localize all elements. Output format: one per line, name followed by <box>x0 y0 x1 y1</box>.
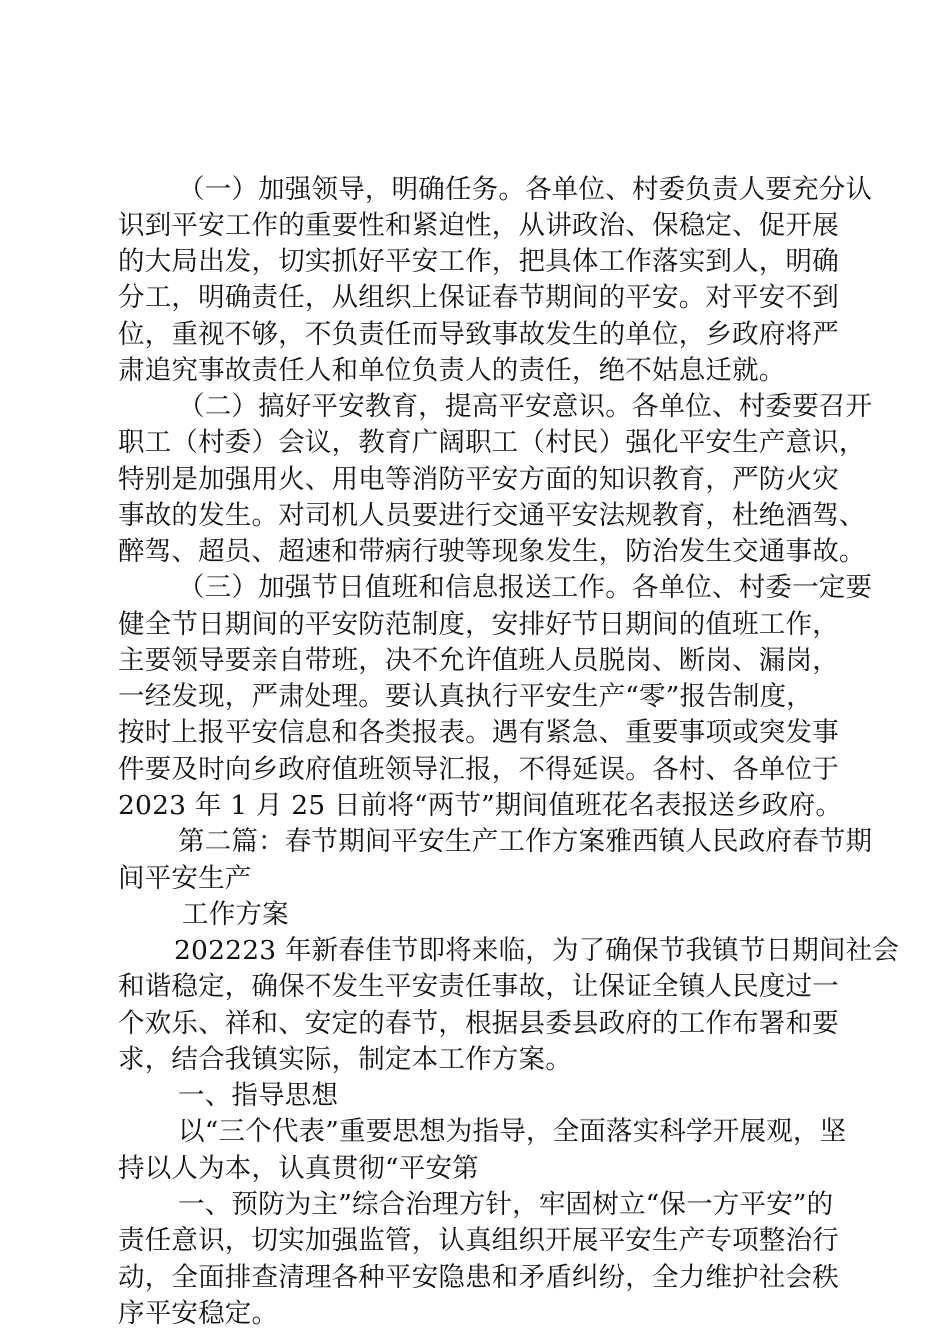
section3-line-1: （三）加强节日值班和信息报送工作。各单位、村委一定要 <box>178 572 873 603</box>
guiding-line-5: 动，全面排查清理各种平安隐患和矛盾纠纷，全力维护社会秩 <box>118 1262 839 1293</box>
section1-line-5: 位，重视不够，不负责任而导致事故发生的单位，乡政府将严 <box>118 319 839 350</box>
guiding-heading: 一、指导思想 <box>178 1080 339 1111</box>
section3-line-2: 健全节日期间的平安防范制度，安排好节日期间的值班工作， <box>118 609 839 640</box>
part2-title-line-2: 间平安生产 <box>118 863 252 894</box>
section1-line-3: 的大局出发，切实抓好平安工作，把具体工作落实到人，明确 <box>118 246 839 277</box>
section2-line-2: 职工（村委）会议，教育广阔职工（村民）强化平安生产意识， <box>118 427 866 458</box>
guiding-line-3: 一、预防为主”综合治理方针，牢固树立“保一方平安”的 <box>178 1189 834 1220</box>
part2-subtitle: 工作方案 <box>182 899 289 930</box>
section3-line-6: 件要及时向乡政府值班领导汇报，不得延误。各村、各单位于 <box>118 754 839 785</box>
part2-intro-line-4: 求，结合我镇实际，制定本工作方案。 <box>118 1044 572 1075</box>
section1-line-2: 识到平安工作的重要性和紧迫性，从讲政治、保稳定、促开展 <box>118 210 839 241</box>
guiding-line-4: 责任意识，切实加强监管，认真组织开展平安生产专项整治行 <box>118 1225 839 1256</box>
guiding-line-1: 以“三个代表”重要思想为指导，全面落实科学开展观，坚 <box>178 1116 847 1147</box>
section1-line-4: 分工，明确责任，从组织上保证春节期间的平安。对平安不到 <box>118 282 839 313</box>
part2-title-line-1: 第二篇：春节期间平安生产工作方案雅西镇人民政府春节期 <box>178 826 873 857</box>
section2-line-4: 事故的发生。对司机人员要进行交通平安法规教育，杜绝酒驾、 <box>118 500 866 531</box>
section3-line-5: 按时上报平安信息和各类报表。遇有紧急、重要事项或突发事 <box>118 717 839 748</box>
section3-line-7: 2023 年 1 月 25 日前将“两节”期间值班花名表报送乡政府。 <box>118 790 843 821</box>
section2-line-1: （二）搞好平安教育，提高平安意识。各单位、村委要召开 <box>178 391 873 422</box>
part2-intro-line-1: 202223 年新春佳节即将来临，为了确保节我镇节日期间社会 <box>174 935 900 966</box>
section2-line-5: 醉驾、超员、超速和带病行驶等现象发生，防治发生交通事故。 <box>118 536 866 567</box>
section3-line-4: 一经发现，严肃处理。要认真执行平安生产“零”报告制度， <box>118 681 813 712</box>
section1-line-1: （一）加强领导，明确任务。各单位、村委负责人要充分认 <box>178 174 873 205</box>
section3-line-3: 主要领导要亲自带班，决不允许值班人员脱岗、断岗、漏岗， <box>118 645 839 676</box>
part2-intro-line-2: 和谐稳定，确保不发生平安责任事故，让保证全镇人民度过一 <box>118 971 839 1002</box>
section2-line-3: 特别是加强用火、用电等消防平安方面的知识教育，严防火灾 <box>118 464 839 495</box>
guiding-line-2: 持以人为本，认真贯彻“平安第 <box>118 1153 479 1184</box>
guiding-line-6: 序平安稳定。 <box>118 1298 279 1329</box>
part2-intro-line-3: 个欢乐、祥和、安定的春节，根据县委县政府的工作布署和要 <box>118 1008 839 1039</box>
section1-line-6: 肃追究事故责任人和单位负责人的责任，绝不姑息迁就。 <box>118 355 786 386</box>
